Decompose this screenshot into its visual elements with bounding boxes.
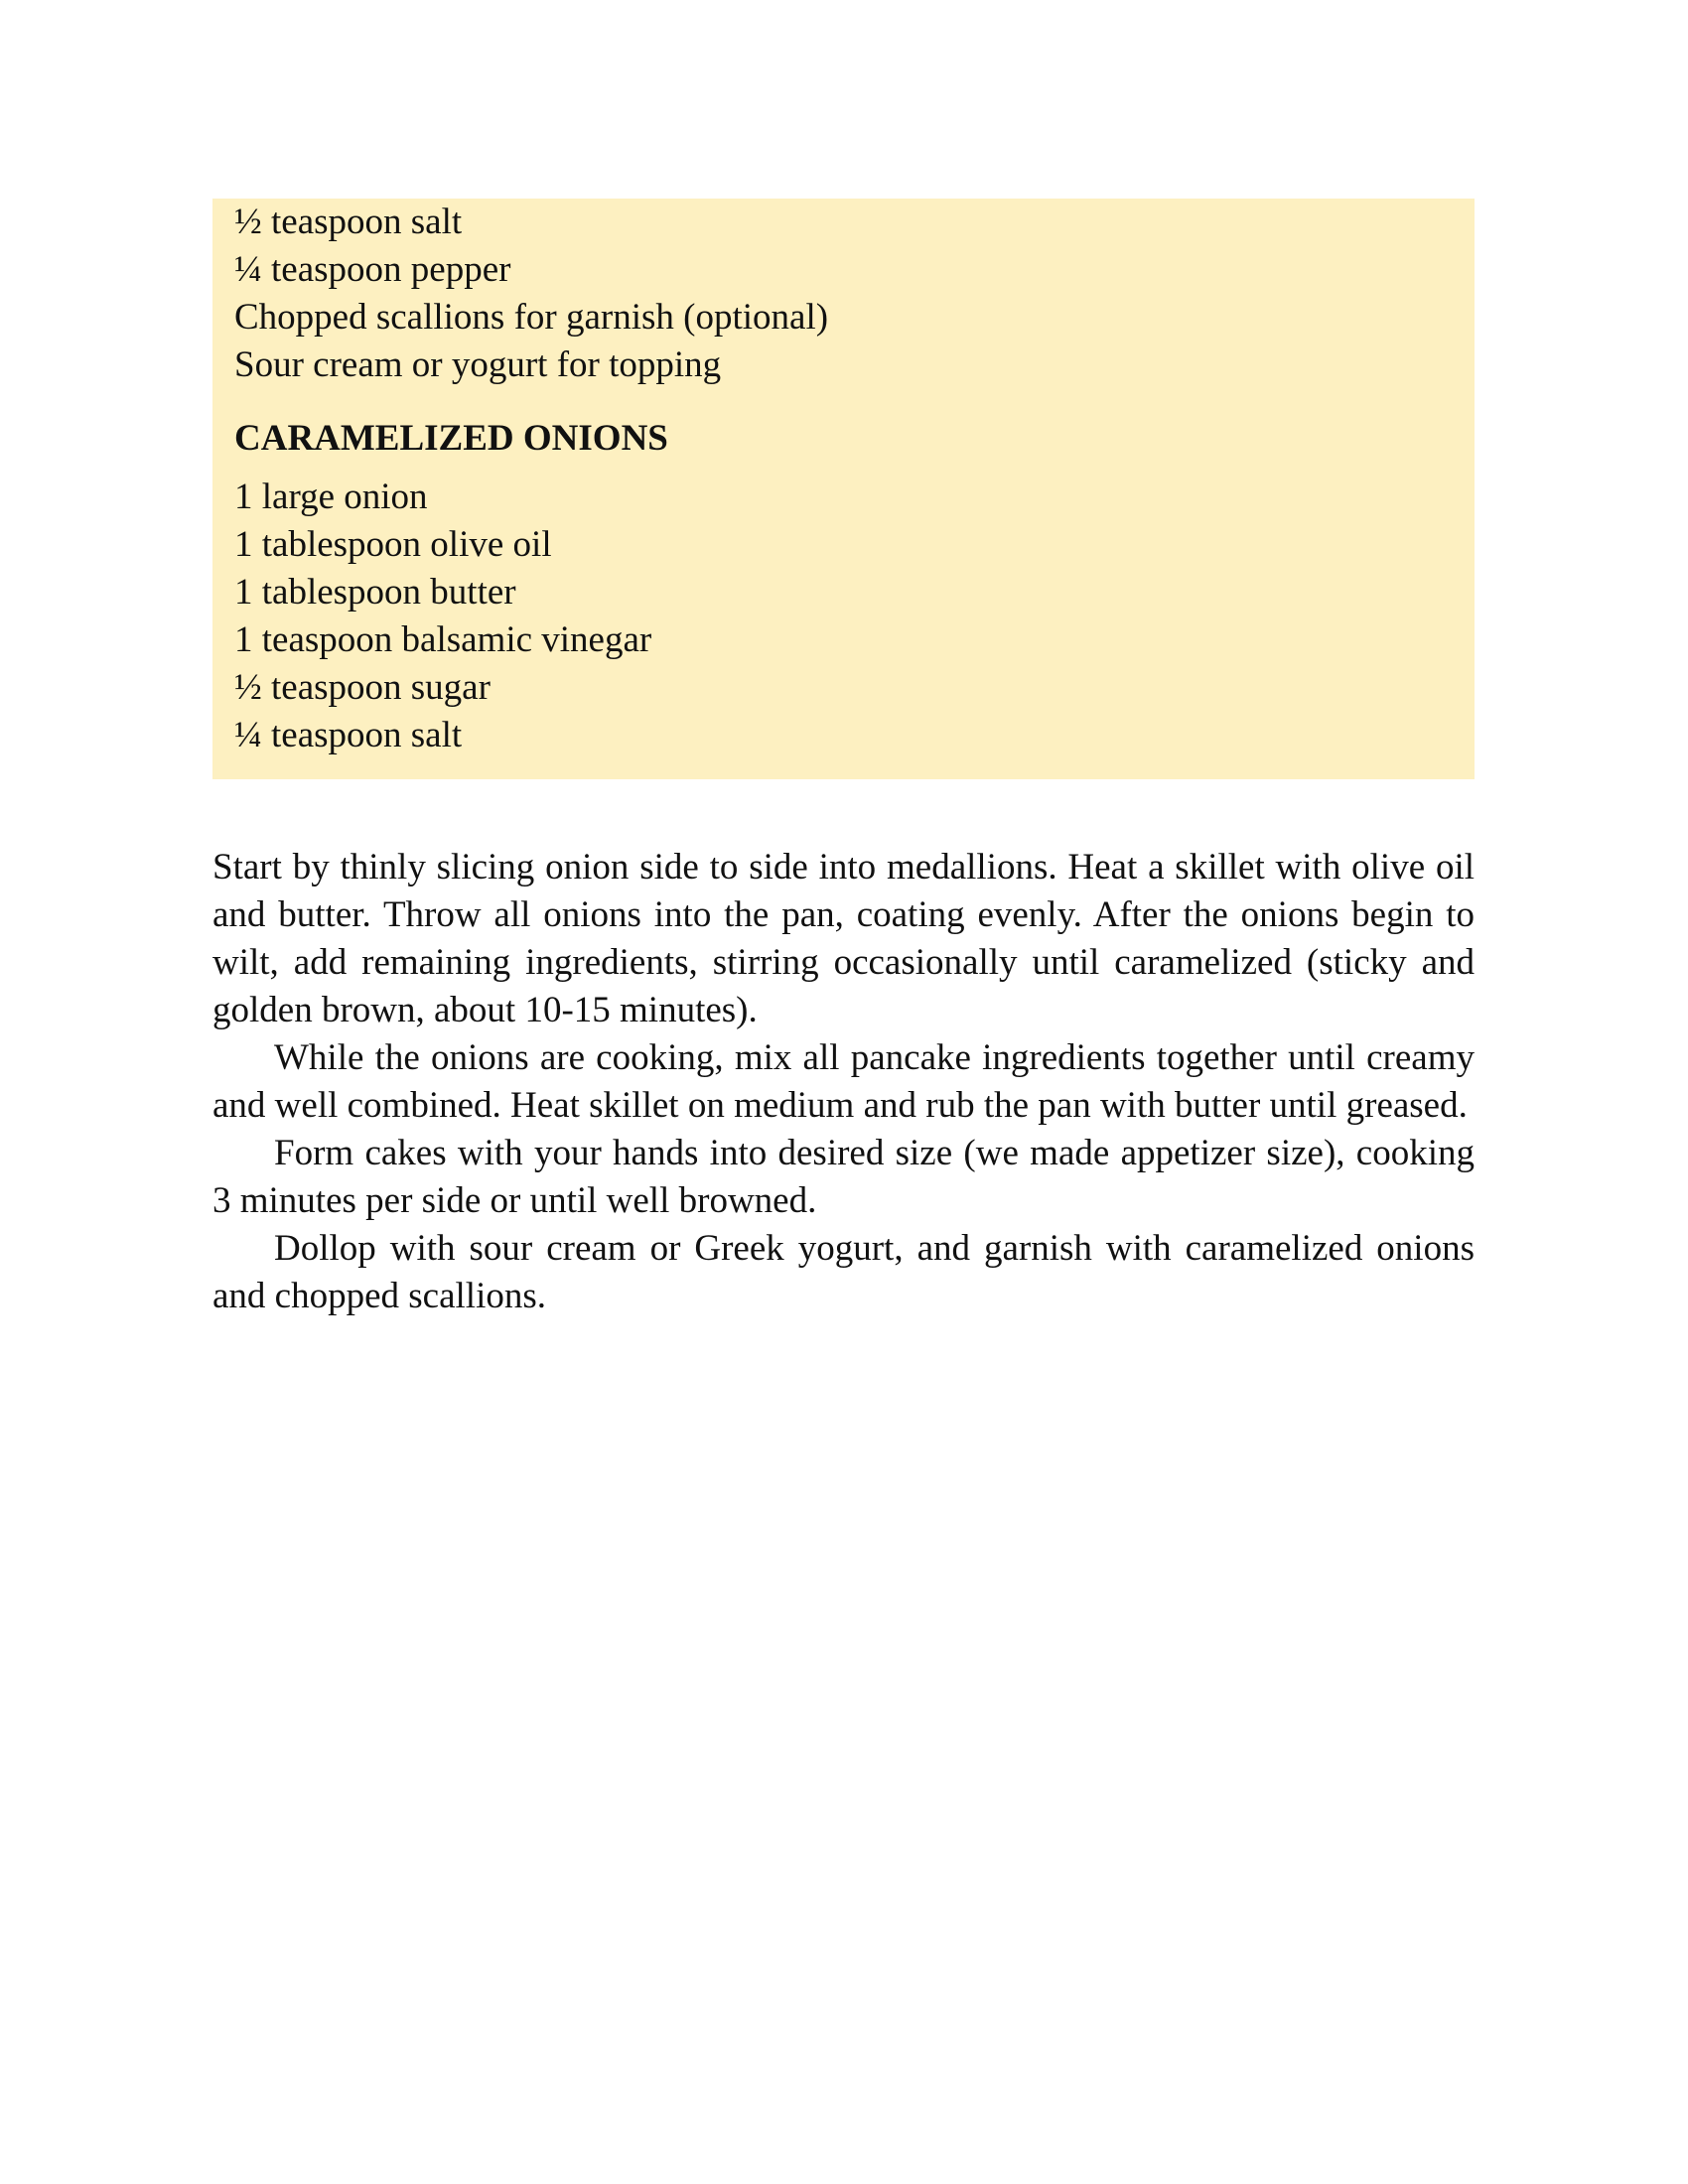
ingredient-item: 1 tablespoon olive oil bbox=[234, 524, 552, 565]
ingredient-item: 1 tablespoon butter bbox=[234, 572, 516, 613]
instructions bbox=[212, 844, 1475, 1320]
ingredient-item: 1 large onion bbox=[234, 477, 428, 517]
ingredient-item: ½ teaspoon salt bbox=[234, 202, 463, 242]
instruction-paragraph: Start by thinly slicing onion side to side into medallions. Heat a skillet with olive oil and butter. Throw all onions into the pan, coating evenly. After the onions begin to wilt, add remaining ingredients, stirring occasionally until caramelized (sticky and golden brown, about 10-15 minutes). bbox=[212, 847, 1475, 1030]
section-heading-caramelized-onions: CARAMELIZED ONIONS bbox=[234, 418, 668, 459]
ingredient-box bbox=[212, 199, 1475, 779]
ingredient-list-caramelized-onions bbox=[234, 474, 651, 759]
ingredient-item: ½ teaspoon sugar bbox=[234, 667, 491, 708]
ingredient-list-main bbox=[234, 199, 828, 389]
ingredient-item: ¼ teaspoon salt bbox=[234, 715, 463, 755]
ingredient-item: ¼ teaspoon pepper bbox=[234, 249, 511, 290]
ingredient-item: Chopped scallions for garnish (optional) bbox=[234, 297, 829, 338]
ingredient-item: 1 teaspoon balsamic vinegar bbox=[234, 619, 652, 660]
ingredient-item: Sour cream or yogurt for topping bbox=[234, 344, 722, 385]
instruction-paragraph: Form cakes with your hands into desired size (we made appetizer size), cooking 3 minutes per side or until well browned. bbox=[212, 1133, 1475, 1221]
instruction-paragraph: Dollop with sour cream or Greek yogurt, and garnish with caramelized onions and chopped scallions. bbox=[212, 1228, 1475, 1316]
instruction-paragraph: While the onions are cooking, mix all pancake ingredients together until creamy and well combined. Heat skillet on medium and rub the pan with butter until greased. bbox=[212, 1037, 1475, 1126]
